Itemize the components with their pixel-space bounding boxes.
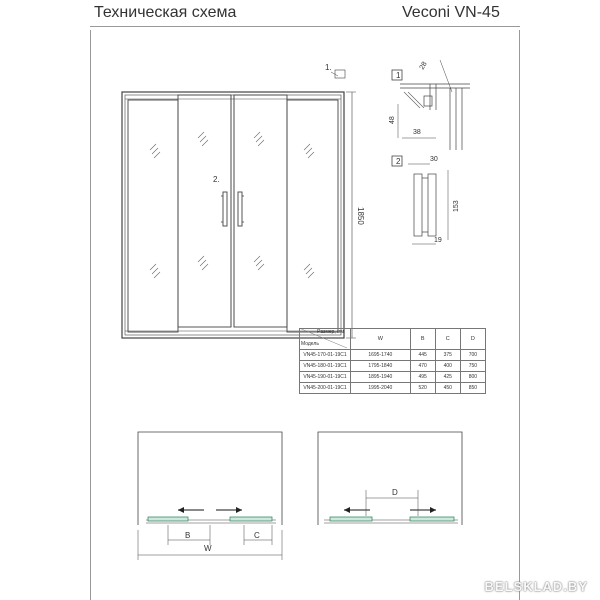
column-c: C [435,329,460,350]
callout-detail-2: 2. [213,175,220,184]
cell-b: 470 [410,361,435,372]
outer-frame [122,92,344,338]
watermark: BELSKLAD.BY [484,579,588,594]
panel-1 [128,100,178,332]
cell-d: 700 [460,350,485,361]
cell-w: 1995-2040 [351,383,411,394]
door-front-view [122,70,356,338]
detail-1-marker [335,70,345,78]
cell-model: VN45-180-01-19C1 [300,361,351,372]
cell-model: VN45-190-01-19C1 [300,372,351,383]
dim-48: 48 [389,116,396,124]
handle-left [223,192,227,226]
table-row [300,361,486,372]
glass-hatch [150,132,314,278]
cell-b: 495 [410,372,435,383]
table-row [300,383,486,394]
cell-c: 375 [435,350,460,361]
cell-b: 520 [410,383,435,394]
column-b: B [410,329,435,350]
cell-c: 450 [435,383,460,394]
detail-1-box-label: 1 [396,71,401,80]
detail-2-view [392,156,448,244]
cell-b: 445 [410,350,435,361]
panel-4 [287,100,338,332]
cell-d: 750 [460,361,485,372]
cell-w: 1695-1740 [351,350,411,361]
cell-d: 800 [460,372,485,383]
column-w: W [351,329,411,350]
dim-28: 28 [418,60,429,71]
column-d: D [460,329,485,350]
table-size-label: Размер, мм [317,329,344,335]
height-dimension: 1850 [356,207,365,225]
cell-d: 850 [460,383,485,394]
dim-30: 30 [430,156,438,163]
detail-2-box-label: 2 [396,157,401,166]
dim-153: 153 [453,200,460,212]
dim-38: 38 [413,129,421,136]
dim-b: B [185,531,191,540]
table-diagonal-header [299,328,347,348]
cell-c: 425 [435,372,460,383]
cell-model: VN45-170-01-19C1 [300,350,351,361]
detail-1-view [392,60,470,150]
dim-c: C [254,531,260,540]
model-name: Veconi VN-45 [402,4,500,21]
callout-detail-1: 1. [325,63,332,72]
width-diagram [138,432,282,560]
cell-c: 400 [435,361,460,372]
dim-d: D [392,488,398,497]
dim-19: 19 [434,237,442,244]
cell-model: VN45-200-01-19C1 [300,383,351,394]
handle-right [238,192,242,226]
table-row [300,372,486,383]
cell-w: 1895-1940 [351,372,411,383]
cell-w: 1795-1840 [351,361,411,372]
passage-diagram [318,432,462,525]
dim-w: W [204,544,212,553]
table-row [300,350,486,361]
page-title: Техническая схема [94,4,237,21]
table-model-label: Модель [301,341,319,347]
